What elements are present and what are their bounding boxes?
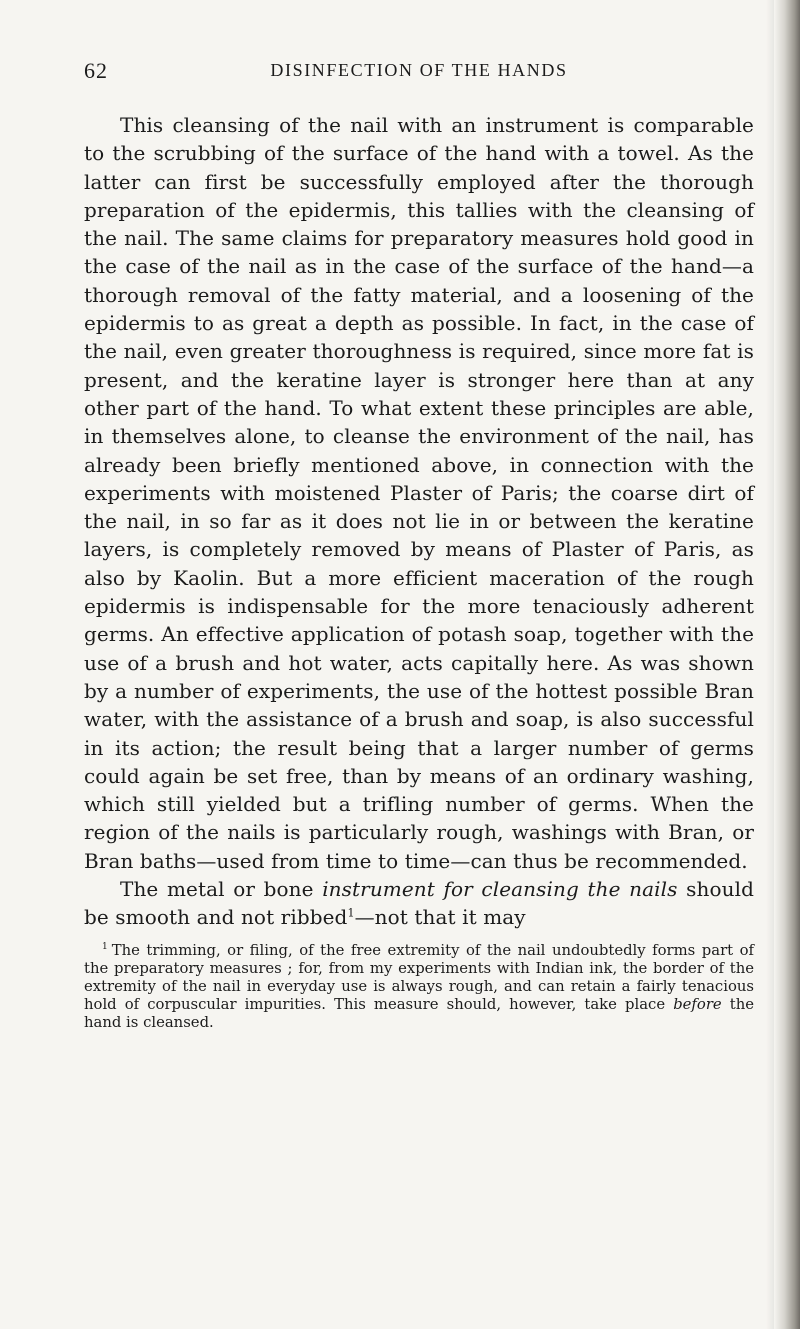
paragraph-2-end: —not that it may: [354, 905, 526, 930]
paragraph-2-middle: should be smooth and not ribbed: [84, 877, 754, 930]
body-text: [84, 111, 754, 932]
paragraph-2-start: The metal or bone: [120, 877, 323, 902]
footnote-marker: 1: [102, 941, 108, 952]
footnote-italic: before: [673, 996, 722, 1014]
page-gutter-shadow: [766, 0, 774, 1329]
page-header: [84, 38, 754, 83]
paragraph-1: This cleansing of the nail with an instrument is comparable to the scrubbing of the surface of the hand with a towel. As the latter can first be successfully employed after the thorough preparation of the epidermis, this tallies with the cleansing of the nail. The same claims for preparatory measures hold good in the case of the nail as in the case of the surface of the hand—a thorough removal of the fatty material, and a loosening of the epidermis to as great a depth as possible. In fact, in the case of the nail, even greater thoroughness is required, since more fat is present, and the keratine layer is stronger here than at any other part of the hand. To what extent these principles are able, in themselves alone, to cleanse the environment of the nail, has already been briefly mentioned above, in connection with the experiments with moistened Plaster of Paris; the coarse dirt of the nail, in so far as it does not lie in or between the keratine layers, is completely removed by means of Plaster of Paris, as also by Kaolin. But a more efficient maceration of the rough epidermis is indispensable for the more tenaciously adherent germs. An effective application of potash soap, together with the use of a brush and hot water, acts capitally here. As was shown by a number of experiments, the use of the hottest possible Bran water, with the assistance of a brush and soap, is also successful in its action; the result being that a larger number of germs could again be set free, than by means of an ordinary washing, which still yielded but a trifling number of germs. When the region of the nails is particularly rough, washings with Bran, or Bran baths—used from time to time—can thus be recommended.: [84, 113, 754, 873]
footnote-text-end: the hand is cleansed.: [84, 996, 755, 1032]
footnote: [84, 942, 754, 1033]
running-title: DISINFECTION OF THE HANDS: [270, 60, 568, 80]
page-number: 62: [84, 58, 108, 83]
footnote-text-start: The trimming, or filing, of the free extremity of the nail undoubtedly forms part of the preparatory measures ; for, from my experiments with Indian ink, the border of the extremity of the nail in everyday use is always rough, and can retain a fairly tenacious hold of corpuscular impurities. This measure should, however, take place: [84, 941, 754, 1014]
footnote-reference: 1: [347, 906, 355, 920]
footnote-text: [84, 942, 754, 1033]
paragraph-2-italic: instrument for cleansing the nails: [322, 877, 678, 902]
page-content: [84, 38, 754, 1033]
paragraph-2: [84, 875, 754, 932]
page-binding-edge: [774, 0, 800, 1329]
